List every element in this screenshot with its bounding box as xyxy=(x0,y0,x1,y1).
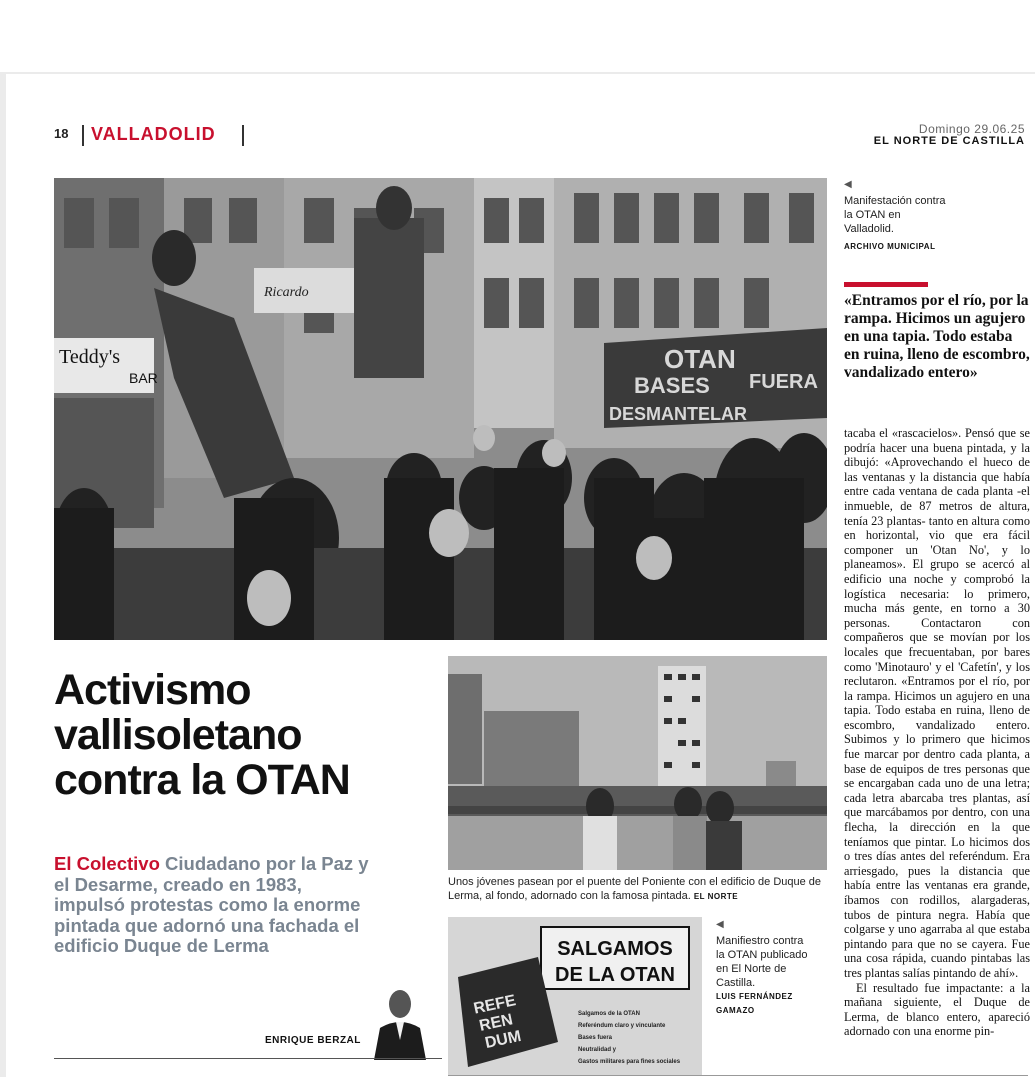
bottom-rule-right xyxy=(448,1075,1028,1076)
flyer-bullet: Neutralidad y xyxy=(578,1047,617,1053)
caption-main-credit: ARCHIVO MUNICIPAL xyxy=(844,242,936,251)
caption-flyer-line: Castilla. xyxy=(716,977,756,989)
protest-photo xyxy=(54,178,827,640)
page-number: 18 xyxy=(54,126,69,141)
caption-bridge xyxy=(448,875,830,904)
banner-desmantelar: DESMANTELAR xyxy=(609,404,747,424)
flyer-photo xyxy=(448,917,702,1075)
issue-date: Domingo 29.06.25 xyxy=(918,122,1025,136)
author-avatar xyxy=(368,986,432,1060)
caption-bridge-text: Unos jóvenes pasean por el puente del Poniente con el edificio de Duque de Lerma, al fondo, adornado con la famosa pintada. xyxy=(448,876,822,902)
lead-highlight: El Colectivo xyxy=(54,853,160,874)
header-divider-right xyxy=(242,125,244,146)
body-paragraph: El resultado fue impactante: a la mañana siguiente, el Duque de Lerma, de blanco entero, apareció adornado con una enorme pin- xyxy=(844,980,1030,1039)
headline-line: contra la OTAN xyxy=(54,756,350,804)
caption-flyer-line: Manifiestro contra xyxy=(716,935,804,947)
byline: ENRIQUE BERZAL xyxy=(265,1035,361,1046)
header-divider-left xyxy=(82,125,84,146)
flyer-stamp-1: REFE xyxy=(472,992,518,1018)
sign-teddys: Teddy's xyxy=(59,346,121,368)
flyer-title-1: SALGAMOS xyxy=(557,938,673,960)
banner-otan: OTAN xyxy=(664,344,736,374)
body-paragraph: tacaba el «rascacielos». Pensó que se podría hacer una buena pintada, y la dibujó: «Aprovechando el hueco de las ventanas y la distancia que había entre cada ventana de cada planta -el inmueble, de 87 metros de altura, tenía 23 plantas- tanto en altura como en horizontal, vio que era fácil componer un 'Otan No', y lo planeamos». El grupo se acercó al edificio una noche y comprobó la logística necesaria: lo primero, mucha más gente, en torno a 30 personas. Contactaron con compañeros que se movían por los locales que frecuentaban, por bares como 'Minotauro' y el 'Cafetín', y los reclutaron. «Entramos por el río, por la rampa. Hicimos un agujero en una tapia. Todo estaba en ruina, lleno de escombro, vandalizado entero. Subimos y lo primero que hicimos fue marcar por dentro cada planta, a base de equipos de tres personas que se encargaban cada uno de una letra; cada letra abarcaba tres plantas, así que marcábamos por dentro, con una flecha, la dirección en la que teníamos que pintar. Lo hicimos dos o tres días antes del referéndum. Era arriesgado, pues la distancia que había entre las ventanas era grande, íbamos con rodillos, alargaderas, tubos de pintura negra. Había que colgarse y uno agarraba al que estaba pintando para que no se cayera. Fue una cosa rápida, cuando pintabas las tres plantas salías pintando de ahí». xyxy=(844,426,1030,980)
flyer-bullet: Gastos militares para fines sociales xyxy=(578,1059,681,1065)
caption-flyer-line: la OTAN publicado xyxy=(716,949,808,961)
flyer-bullet: Salgamos de la OTAN xyxy=(578,1011,640,1017)
bridge-photo xyxy=(448,656,827,870)
caption-main-line: Valladolid. xyxy=(844,223,894,235)
caption-flyer-credit-2: GAMAZO xyxy=(716,1006,755,1015)
caption-flyer-text xyxy=(716,934,808,990)
lead-paragraph xyxy=(54,854,374,957)
pull-quote-bar xyxy=(844,282,928,287)
caption-flyer-credit-1: LUIS FERNÁNDEZ xyxy=(716,992,793,1001)
banner-fuera: FUERA xyxy=(749,371,818,393)
newspaper-name: EL NORTE DE CASTILLA xyxy=(873,135,1025,147)
flyer-bullet: Bases fuera xyxy=(578,1035,613,1041)
caption-main-text xyxy=(844,194,946,236)
sign-bar: BAR xyxy=(129,370,158,386)
caption-bridge-credit: EL NORTE xyxy=(693,892,739,901)
pull-quote: «Entramos por el río, por la rampa. Hicimos un agujero en una tapia. Todo estaba en ruina, lleno de escombro, vandalizado entero» xyxy=(844,292,1030,381)
flyer-title-2: DE LA OTAN xyxy=(555,964,675,986)
newspaper-page xyxy=(6,74,1035,1077)
section-title: VALLADOLID xyxy=(91,124,216,144)
caption-arrow-icon: ◀ xyxy=(716,919,724,930)
headline-line: vallisoletano xyxy=(54,711,302,759)
flyer-stamp-3: DUM xyxy=(483,1027,523,1053)
caption-arrow-icon: ◀ xyxy=(844,179,852,190)
banner-bases: BASES xyxy=(634,373,710,398)
article-body xyxy=(844,426,1030,1039)
lead-text: Ciudadano por la Paz y el Desarme, creado en 1983, impulsó protestas como la enorme pintada que adornó una fachada el edificio Duque de Lerma xyxy=(54,853,369,956)
headline xyxy=(54,668,350,803)
flyer-stamp-2: REN xyxy=(477,1011,515,1035)
headline-line: Activismo xyxy=(54,666,251,714)
sign-ricardo: Ricardo xyxy=(264,285,309,300)
flyer-bullet: Referéndum claro y vinculante xyxy=(578,1023,666,1029)
top-margin xyxy=(0,0,1035,72)
caption-main-line: Manifestación contra xyxy=(844,195,946,207)
bottom-rule xyxy=(54,1058,442,1059)
caption-flyer-line: en El Norte de xyxy=(716,963,787,975)
caption-main-line: la OTAN en xyxy=(844,209,901,221)
